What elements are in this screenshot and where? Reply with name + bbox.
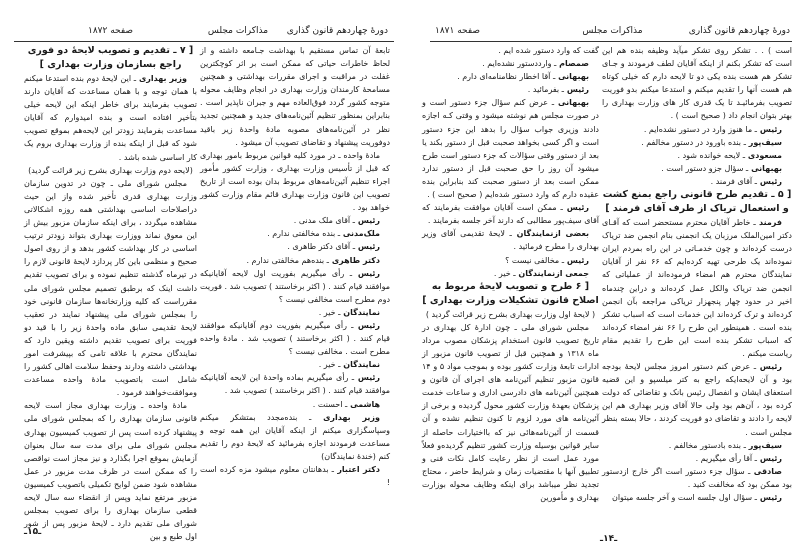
speaker-name: رئیس	[757, 493, 782, 502]
speaker-name: رئیس	[757, 453, 782, 463]
speech-paragraph	[422, 57, 599, 70]
speech-paragraph	[602, 491, 792, 504]
speaker-name: رئیس	[354, 373, 381, 383]
speech-text: ـ بنده‌مجدد بمتشکر میکنم وسپاسگزاری میکنم از اینکه آقایان این همه توجه و مساعدت فرمودند اجازه بفرمائید که لایحهٔ دوم را تقدیم کنم (خندهٔ نمایندگان)	[200, 412, 390, 461]
speech-paragraph	[602, 439, 792, 452]
body-paragraph: مجلس شورای ملی ـ چون ادارهٔ کل بهداری در تاریخ تصویب قانون استخدام پزشکان مصوب مرداد ماه ۱۳۱۸ و همچنین قبل از تصویب قانون مزبور از ادارات تابعهٔ وزارت کشور بوده و بموجب مواد ۵ و ۱۴ قانون مزبور تنظیم آئین‌نامه های اجرای آن قانون و همچنین آئین‌نامه های دادرسی اداری و ساعات خدمت پزشکان بعهدهٔ وزارت کشور محول گردیده و برخی از آئین‌نامه های مورد لزوم تا کنون تنظیم نشده و آن قسمت از آئین‌نامه‌هائی نیز که بااختیارات حاصله از سایر قوانین بوسیله وزارت کشور تنظیم گردیده‌و فعلاً مورد عمل است از نظر رعایت کامل نکات فنی و تطبیق آنها با مقتضیات زمان و شرایط حاضر ، محتاج تجدید نظر میباشد برای اینکه وظایف محوله بوزارت بهداری و مأمورین	[422, 322, 599, 502]
speech-text: ـ آقای ملک مدنی .	[293, 216, 356, 226]
speech-paragraph	[422, 201, 599, 227]
body-paragraph: مجلس شورای ملی ـ چون در تدوین سازمان وزارت بهداری قدری تأخیر شده واز این حیث دراصلاحات اساسی بهداشتی همه روزه اشکالاتی مشاهده میگردد ، برای اینکه سازمان مزبور بیش از این معوق نماند ووزارت بهداری بتواند زودتر ترتیب اساسی در کار بهداشت کشور بدهد و از روی اصول صحیح و منظمی باین کار پردازد لایحهٔ قانونی لازم را در تیرماه گذشته تنظیم نموده و برای تصویب تقدیم داشت اینک که برطبق تصمیم مجلس شورای ملی مقرراست که کلیه وزارتخانه‌ها سازمان قانونی خود را بمجلس شورای ملی پیشنهاد نمایند در تعقیب لایحهٔ تقدیمی سابق ماده واحدهٔ زیر را با قید دو فوریت برای تصویب تقدیم داشته ویقین دارد که نمایندگان محترم با علاقه تامی که بپیشرفت امور بهداشتی داشته ودارند وحفظ سلامت اهالی کشور را شامل است باتصویب مادهٔ واحده مساعدت وموافقت‌خواهند فرمود .	[24, 178, 197, 398]
page-label: صفحه ۱۸۷۲	[88, 26, 134, 36]
left-page-header	[88, 24, 388, 38]
speech-paragraph	[200, 227, 390, 240]
body-paragraph: گفت که وارد دستور شده ایم .	[498, 46, 599, 55]
speaker-name: وزیر بهداری	[136, 74, 187, 83]
left-page-right-column	[200, 44, 390, 489]
speech-paragraph	[200, 411, 390, 463]
speaker-name: سیف‌پور	[745, 440, 782, 450]
speaker-name: سیف‌پور	[745, 137, 782, 147]
speaker-name: مسعودی	[745, 150, 782, 160]
speech-text: ـ بنده‌هم مخالفتی ندارم .	[246, 255, 330, 265]
speech-text: ـ وارددستور نشده‌ایم .	[482, 59, 557, 69]
right-page	[400, 0, 800, 556]
speaker-name: بهبهانی	[555, 72, 589, 82]
speech-paragraph	[200, 358, 390, 371]
speech-text: ـ خاطر آقایان محترم مستحضر است که آقـای دکتر امین‌الملک مرزبان یک انجمنی بنام انجمن ضد تریاک درست کرده‌اند و چون خدمـاتی در این راه بمردم ایران نموده‌اند یک طرحی تهیه کرده‌ایم که ۶۶ نفر از آقایان نمایندگان محترم هم امضاء فرموده‌اند از عملیاتی که انجمن ضد تریاک والکل عمل کرده‌اند و دراین چندماه اخیر در حدود چهار پنجهزار تریاکی مراجعه بآن انجمن کرده‌اند و ترک کرده‌اند این خدمات است که اسباب تشکر بنده است . همینطور این طرح را ۶۶ نفر امضاء کرده‌اند که اسباب تشکر بنده است این طرح را تقدیم مقام ریاست میکنم .	[602, 218, 792, 358]
speech-paragraph	[602, 149, 792, 162]
speech-paragraph	[200, 371, 390, 397]
right-page-left-column	[422, 44, 599, 504]
speech-text: ـ رأی میگیریم بماده واحدهٔ این لایحه آقایانیکه موافقند قیام کنند . ( اکثر برخاستند ) تصویب شد .	[200, 373, 390, 396]
reading-note: (لایحه دوم وزارت بهداری بشرح زیر قرائت گردید)	[28, 165, 193, 175]
speaker-name: صمصام	[556, 59, 589, 69]
speech-text: ـ آقا رأی میگیریم .	[695, 453, 758, 463]
reading-note: ( لایحهٔ اول وزارت بهداری بشرح زیر قرائت گردید )	[425, 309, 596, 319]
speaker-name: هاشمی	[347, 399, 380, 409]
speech-paragraph	[422, 83, 599, 96]
speech-text: ـ عرض کنم سؤال جزء دستور است و در صورت مجلس هم نوشته میشود و وقتی کـه اجازه دادند وزیری جواب سؤال را بدهد این جزء دستور است و اگر کسی بخواهد صحبت قبل از دستور بکند یا بعد از دستور وقتی سؤالات که جزء دستور است طرح میشود آن روز را حق صحبت قبل از دستور ندارد ممکن است بعد از دستور صحبت کند بنابراین بنده عقیده دارم که وارد دستور شده‌ایم ( صحیح است ) .	[422, 98, 599, 200]
speaker-name: رئیس	[353, 320, 381, 330]
speech-text: ـ رأی میگیریم بفوریت اول لایحه آقایانیکه موافقند قیام کنند . ( اکثر برخاستند ) تصویب شد . فوریت دوم مطرح است مخالفی نیست ؟	[200, 268, 390, 304]
speech-paragraph	[200, 463, 390, 489]
speech-paragraph	[602, 452, 792, 465]
speech-paragraph	[602, 136, 792, 149]
speech-text: ـ رأی میگیریم بفوریت دوم آقایانیکه موافقند قیام کنند . ( اکثر برخاستند ) تصویب شد . مادهٔ واحده مطرح است . مخالفی نیست ؟	[200, 320, 390, 357]
speaker-name: رئیس	[562, 203, 589, 213]
speaker-name: جمعی ازنمایندگان	[515, 268, 589, 278]
speaker-name: رئیس	[352, 268, 381, 278]
section-title: مذاکرات مجلس	[582, 26, 643, 36]
speech-text: ـ بفرمائید .	[527, 85, 565, 95]
page-number: ـ۱۵ـ	[24, 527, 42, 537]
speaker-name: بهبهانی	[748, 163, 782, 173]
speech-paragraph	[422, 96, 599, 201]
speech-paragraph	[422, 227, 599, 253]
section-heading: [ ۶ طرح و تصویب لایحهٔ مربوط به اصلاح قانون تشکیلات وزارت بهداری ]	[422, 280, 599, 306]
speech-text: ـ خیر .	[318, 360, 341, 370]
header-rule	[430, 41, 792, 42]
speaker-name: دکتر طاهری	[329, 255, 380, 265]
speech-paragraph	[422, 70, 599, 83]
speech-text: ـ سؤال جزو دستور است .	[661, 163, 749, 173]
speech-text: ـ این لایحهٔ دوم بنده استدعا میکنم با همان توجه و با همان مساعدت که آقایان دارند تصویب بفرمایند برای خاطر اینکه این لایحه خیلی بتأخیر افتاده است و بنده امیدوارم که آقایان مساعدت بفرمایند زودتر این لایحه‌هم بموقع تصویب شود که قبل از اینکه بنده از وزارت بهداری بروم یک کار اساسی شده باشد .	[24, 74, 197, 162]
speaker-name: رئیس	[355, 242, 380, 252]
body-paragraph: مادهٔ واحده ـ در مورد کلیه قوانین مربوط بامور بهداری که قبل از تأسیس وزارت بهداری ، وزارت کشور مأمور اجراء تنظیم آئین‌نامه‌های مربوط بدان بوده است از تاریخ تصویب این قانون وزارت بهداری قائم مقام وزارت کشور خواهد بود .	[200, 150, 390, 213]
speech-paragraph	[200, 214, 390, 227]
page-number: ـ۱۴ـ	[600, 534, 618, 544]
speech-paragraph	[602, 175, 792, 188]
speaker-name: بهبهانی	[554, 98, 589, 108]
speech-paragraph	[422, 267, 599, 280]
left-page-left-column	[24, 44, 197, 543]
running-title: دورهٔ چهاردهم قانون گذاری	[688, 26, 790, 36]
header-rule	[14, 41, 394, 42]
speech-text: ـ سؤال جزء دستور است اگر خارج ازدستور بود ممکن بود که مخالفت کنید .	[602, 466, 792, 489]
right-page-right-column	[602, 44, 792, 504]
speech-paragraph	[200, 306, 390, 319]
speech-text: ـ لایحه خوانده شود .	[677, 150, 746, 160]
speaker-name: ملک‌مدنی	[340, 229, 380, 239]
speech-text: ـ بنده مخالفتی ندارم .	[267, 229, 341, 239]
speech-text: ـ سؤال اول جلسه است و آخر جلسه میتوان	[611, 493, 758, 502]
speech-paragraph	[24, 72, 197, 164]
speaker-name: رئیس	[564, 85, 589, 95]
section-title: مذاکرات مجلس	[207, 26, 269, 36]
speech-text: ـ آقای دکتر طاهری .	[287, 242, 356, 252]
right-page-header	[435, 24, 790, 38]
speech-text: ـ آقا اخطار نظامنامه‌ای دارم .	[457, 72, 556, 82]
speech-text: ـ ممکن است آقایان موافقت بفرمایند که آقای سیف‌پور مطالبی که دارند آخر جلسه بفرمایند .	[422, 203, 599, 226]
speech-text: ـ خیر .	[318, 307, 341, 317]
speaker-name: دکتر اعتبار	[333, 465, 380, 474]
section-heading: [ ۵ ـ تقدیم طرح قانونی راجع بمنع کشت و استعمال تریاک از طرف آقای فرمند ]	[602, 189, 792, 215]
speaker-name: رئیس	[564, 255, 589, 265]
speaker-name: رئیس	[756, 362, 782, 372]
body-paragraph: مادهٔ واحده ـ وزارت بهداری مجاز است لایحه قانونی سازمان بهداری را که بمجلس شورای ملی پیشنهاد کرده است پس از تصویب کمیسیون بهداری مجلس شورای ملی برای مدت سه سال بعنوان آزمایش بموقع اجرا بگذارد و نیز مجاز است نواقصی را که ممکن است در ظرف مدت مزبور در عمل مشاهده شود ضمن لوایح تکمیلی باتصویب کمیسیون مزبور مرتفع نماید وپس از انقضاء سه سال لایحه قطعی سازمان بهداری را برای تصویب بمجلس شورای ملی تقدیم دارد ـ لایحهٔ مزبور پس از شور اول طبع و بین	[24, 401, 197, 542]
speaker-name: رئیس	[355, 216, 380, 226]
speech-paragraph	[602, 162, 792, 175]
speech-text: ـ بدهانتان معلوم میشود مزه کرده است !	[200, 465, 390, 488]
speech-paragraph	[602, 465, 792, 491]
speaker-name: رئیس	[757, 124, 782, 134]
speaker-name: رئیس	[757, 176, 782, 186]
speech-text: ـ بنده باورود در دستور مخالفم .	[641, 137, 746, 147]
speech-paragraph	[422, 254, 599, 267]
speech-text: ـ آقای فرمند .	[710, 176, 758, 186]
speech-paragraph	[602, 360, 792, 439]
speech-text: ـ عرض کنم دستور امروز مجلس لایحهٔ بودجه بود و آن لایحه‌ایکه راجع به کتر میلسپو و این قضیه استعفای ایشان و انفصال رئیس بانک و تقاضائی که دولت کرده بود ، آن‌هم بود ولی حالا آقای وزیر بهداری هم این لایحه را دادند و تقاضای دو فوریت کردند ، حالا بسته بنظر مجلس است .	[602, 362, 792, 437]
speaker-name: وزیر بهداری	[311, 412, 380, 422]
speech-paragraph	[200, 267, 390, 306]
page-label: صفحه ۱۸۷۱	[435, 26, 481, 36]
speech-paragraph	[200, 319, 390, 358]
speech-text: ـ مخالفی نیست ؟	[505, 255, 565, 265]
speaker-name: نمایندگان	[340, 307, 380, 317]
speech-paragraph	[200, 398, 390, 411]
running-title: دورهٔ چهاردهم قانون گذاری	[286, 26, 388, 36]
section-heading: [ ۷ ـ تقدیم و تصویب لایحهٔ دو فوری راجع بسازمان وزارت بهداری ]	[27, 45, 194, 70]
speech-text: ـ خیر .	[493, 268, 516, 278]
speaker-name: فرمند	[755, 218, 782, 228]
speech-text: ـ بنده بادستور مخالفم .	[668, 440, 746, 450]
body-paragraph: تابعهٔ آن تماس مستقیم با بهداشت جـامعه داشته و از لحاظ خاطرات حیاتی که ممکن است بر اثر کوچکترین غفلت در مراقبت و اجرای مقررات بهداشتی و همچنین مسامحهٔ کارمندان وزارت بهداری در انجام وظایف محوله متوجه کشور گردد فوق‌العاده مهم و جبران ناپذیر است . بنابراین بمنظور تنظیم آئین‌نامه‌های جدید و همچنین تجدید نظر در آئین‌نامه‌های مصوبه مادهٔ واحدهٔ زیر باقید دوفوریت پیشنهاد و تقاضای تصویب آن میشود .	[200, 46, 390, 147]
body-paragraph: است ) . . تشکر روی تشکر میآید وظیفه بنده هم این است که تشکر بکنم از اینکه آقایان لطف فرمودند و جـای تشکر هم هست بنده یکی دو تا لایحه دارم که خیلی کوتاه هم هست آنها را تقدیم میکنم و استدعا میکنم بدو فوریت تصویب بفرمائیـد تا یک قدری کار های وزارت بهداری را بهتر بتوان انجام داد ( صحیح است ) .	[602, 46, 792, 121]
speaker-name: بعضی ازنمایندگان	[511, 229, 589, 239]
speaker-name: نمایندگان	[340, 360, 380, 370]
speech-paragraph	[200, 254, 390, 267]
speech-paragraph	[602, 216, 792, 360]
speech-paragraph	[200, 240, 390, 253]
speech-text: ـ لایحهٔ تقدیمی آقای وزیر بهداری را مطرح فرمائید .	[422, 229, 599, 252]
speech-text: ـ احسنت .	[312, 399, 348, 409]
speech-paragraph	[602, 123, 792, 136]
speech-text: ـ ما هنوز وارد در دستور نشده‌ایم .	[643, 124, 758, 134]
speaker-name: صادقی	[750, 466, 782, 476]
